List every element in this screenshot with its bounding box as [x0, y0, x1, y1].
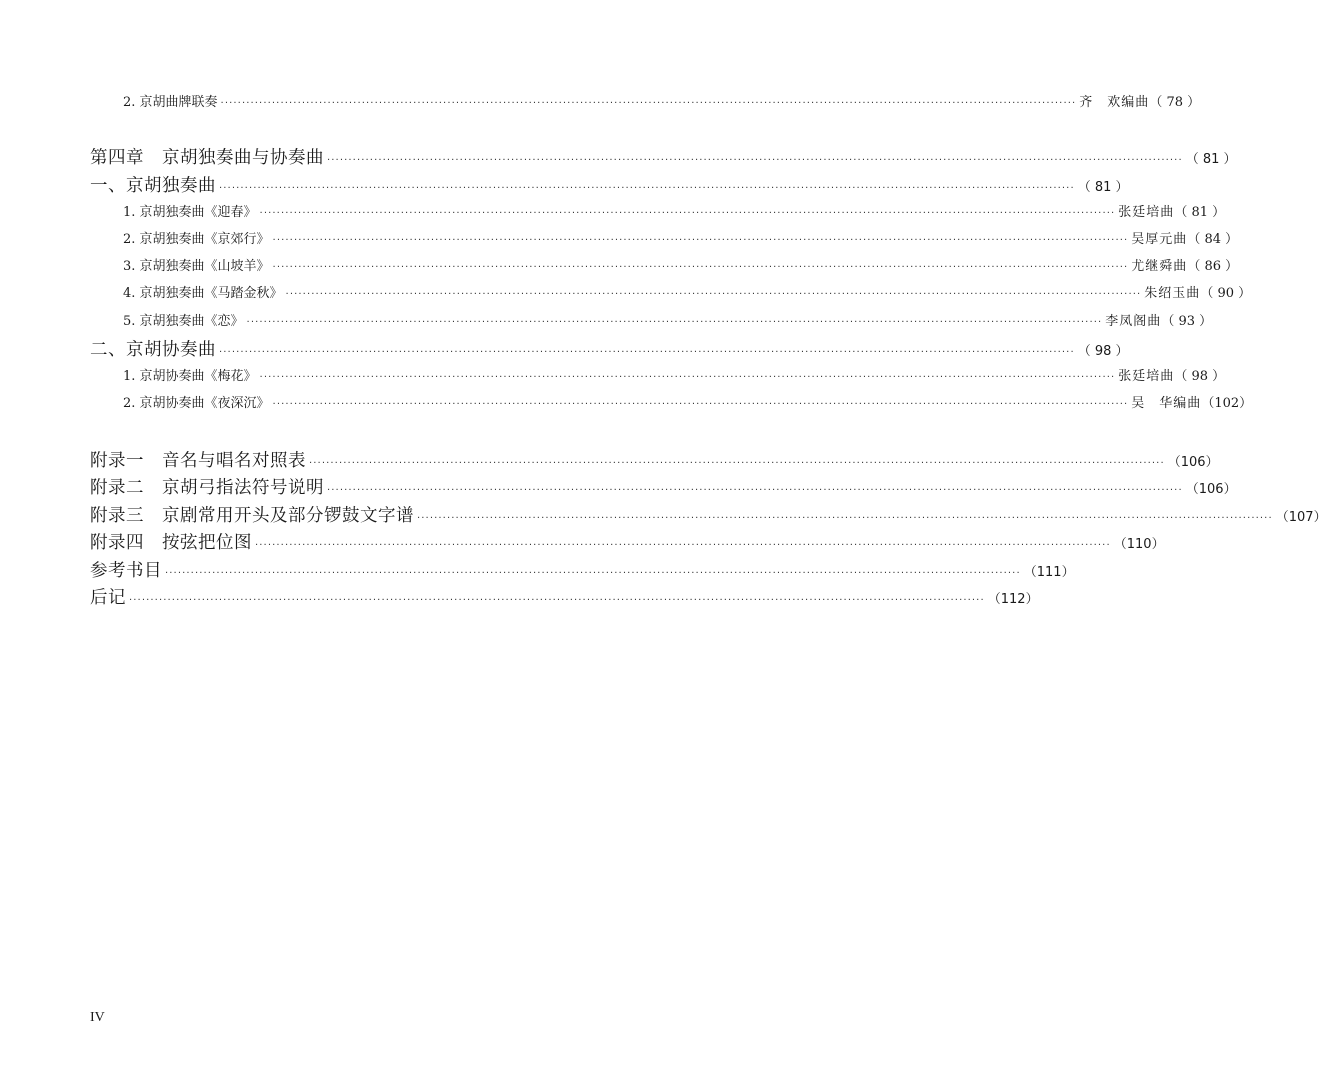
entry-author: 张廷培曲: [1118, 369, 1175, 384]
entry-page: （ 86 ）: [1187, 259, 1239, 274]
toc-entry[interactable]: [123, 205, 1226, 220]
entry-title: 4. 京胡独奏曲《马踏金秋》: [123, 286, 283, 301]
entry-author: 李凤阁曲: [1105, 314, 1162, 329]
dot-leader: ········································································································································································································: [219, 183, 1075, 194]
toc-entry[interactable]: [90, 176, 1129, 196]
entry-author: 尤继舜曲: [1131, 259, 1188, 274]
entry-page: （ 93 ）: [1161, 314, 1213, 329]
entry-page: （111）: [1023, 565, 1075, 580]
entry-page: （106）: [1167, 455, 1219, 470]
entry-title: 附录四 按弦把位图: [90, 533, 252, 553]
toc-entry[interactable]: [90, 506, 1327, 526]
dot-leader: ········································································································································································································: [259, 372, 1116, 383]
entry-page: （ 81 ）: [1077, 180, 1129, 195]
dot-leader: ········································································································································································································: [272, 235, 1129, 246]
dot-leader: ········································································································································································································: [327, 485, 1183, 496]
dot-leader: ········································································································································································································: [129, 595, 985, 606]
toc-entry[interactable]: [90, 451, 1219, 471]
entry-author: 朱绍玉曲: [1144, 286, 1201, 301]
entry-title: 第四章 京胡独奏曲与协奏曲: [90, 148, 324, 168]
dot-leader: ········································································································································································································: [165, 568, 1021, 579]
entry-title: 后记: [90, 588, 126, 608]
toc-entry[interactable]: [90, 561, 1075, 581]
toc-entry[interactable]: [123, 369, 1226, 384]
entry-page: （ 90 ）: [1200, 286, 1252, 301]
page-number: IV: [90, 1010, 105, 1025]
entry-title: 二、京胡协奏曲: [90, 340, 216, 360]
entry-page: （112）: [987, 592, 1039, 607]
entry-title: 2. 京胡曲牌联奏: [123, 95, 218, 110]
dot-leader: ········································································································································································································: [246, 317, 1103, 328]
entry-page: （ 81 ）: [1185, 152, 1237, 167]
toc-entry[interactable]: [123, 259, 1239, 274]
entry-page: （106）: [1185, 482, 1237, 497]
entry-page: （ 78 ）: [1149, 95, 1201, 110]
entry-title: 2. 京胡独奏曲《京郊行》: [123, 232, 270, 247]
entry-title: 附录二 京胡弓指法符号说明: [90, 478, 324, 498]
entry-title: 5. 京胡独奏曲《恋》: [123, 314, 244, 329]
entry-title: 附录一 音名与唱名对照表: [90, 451, 306, 471]
toc-entry[interactable]: [123, 286, 1252, 301]
dot-leader: ········································································································································································································: [220, 98, 1077, 109]
entry-author: 吴厚元曲: [1131, 232, 1188, 247]
toc-entry[interactable]: [90, 533, 1165, 553]
entry-title: 一、京胡独奏曲: [90, 176, 216, 196]
entry-title: 1. 京胡协奏曲《梅花》: [123, 369, 257, 384]
dot-leader: ········································································································································································································: [417, 513, 1273, 524]
dot-leader: ········································································································································································································: [272, 262, 1129, 273]
toc-entry[interactable]: [90, 148, 1237, 168]
dot-leader: ········································································································································································································: [259, 208, 1116, 219]
entry-title: 附录三 京剧常用开头及部分锣鼓文字谱: [90, 506, 414, 526]
entry-title: 1. 京胡独奏曲《迎春》: [123, 205, 257, 220]
dot-leader: ········································································································································································································: [309, 458, 1165, 469]
entry-author: 张廷培曲: [1118, 205, 1175, 220]
dot-leader: ········································································································································································································: [272, 399, 1129, 410]
entry-page: （ 81 ）: [1174, 205, 1226, 220]
entry-author: 齐 欢编曲: [1079, 95, 1150, 110]
toc-entry[interactable]: [123, 232, 1239, 247]
entry-title: 参考书目: [90, 561, 162, 581]
entry-page: （ 98 ）: [1077, 344, 1129, 359]
entry-title: 3. 京胡独奏曲《山坡羊》: [123, 259, 270, 274]
entry-page: （102）: [1201, 396, 1253, 411]
entry-page: （ 98 ）: [1174, 369, 1226, 384]
entry-page: （110）: [1113, 537, 1165, 552]
dot-leader: ········································································································································································································: [219, 347, 1075, 358]
entry-page: （ 84 ）: [1187, 232, 1239, 247]
entry-page: （107）: [1275, 510, 1327, 525]
dot-leader: ········································································································································································································: [327, 155, 1183, 166]
toc-entry[interactable]: [123, 396, 1253, 411]
toc-entry[interactable]: [123, 314, 1213, 329]
toc-entry[interactable]: [90, 478, 1237, 498]
toc-entry[interactable]: [123, 95, 1201, 110]
toc-entry[interactable]: [90, 340, 1129, 360]
toc-entry[interactable]: [90, 588, 1039, 608]
entry-title: 2. 京胡协奏曲《夜深沉》: [123, 396, 270, 411]
entry-author: 吴 华编曲: [1131, 396, 1202, 411]
dot-leader: ········································································································································································································: [255, 540, 1111, 551]
dot-leader: ········································································································································································································: [285, 289, 1142, 300]
